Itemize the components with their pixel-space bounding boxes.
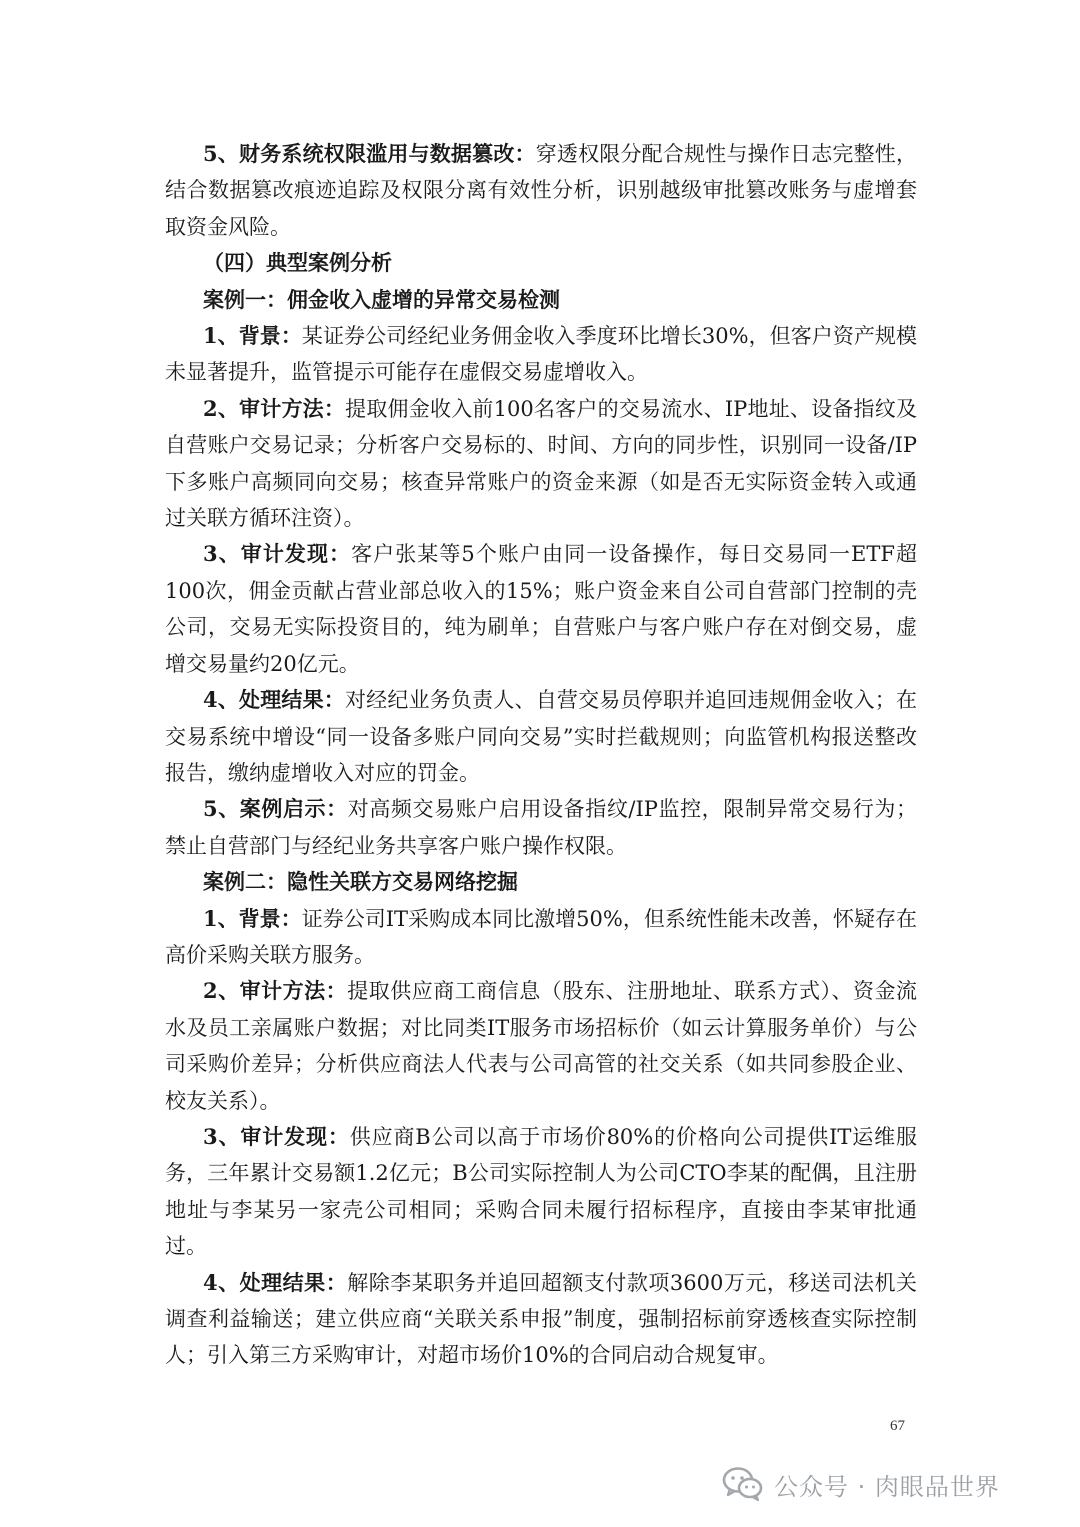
paragraph-heading: （四）典型案例分析 xyxy=(203,250,392,276)
document-body xyxy=(165,136,917,1374)
paragraph-heading: 4、处理结果： xyxy=(203,687,345,713)
paragraph-heading: 1、背景： xyxy=(203,905,302,931)
paragraph xyxy=(165,791,917,864)
paragraph-heading: 5、案例启示： xyxy=(203,796,348,822)
paragraph-heading: 2、审计方法： xyxy=(203,978,348,1004)
paragraph-heading: 2、审计方法： xyxy=(203,395,346,421)
watermark xyxy=(722,1462,1000,1506)
paragraph-heading: 3、审计发现： xyxy=(203,1123,350,1149)
paragraph xyxy=(165,901,917,974)
paragraph-heading: 4、处理结果： xyxy=(203,1269,348,1295)
paragraph-heading: 1、背景： xyxy=(203,323,302,349)
paragraph-text: 对高频交易账户启用设备指纹/IP监控，限制异常交易行为；禁止自营部门与经纪业务共享客户账户操作权限。 xyxy=(165,797,917,858)
paragraph xyxy=(165,391,917,537)
paragraph-heading: 案例一：佣金收入虚增的异常交易检测 xyxy=(203,286,560,312)
paragraph xyxy=(165,1119,917,1265)
page-number: 67 xyxy=(890,1418,905,1434)
paragraph-text: 解除李某职务并追回超额支付款项3600万元，移送司法机关调查利益输送；建立供应商“关联关系申报”制度，强制招标前穿透核查实际控制人；引入第三方采购审计，对超市场价10%的合同启动合规复审。 xyxy=(165,1270,917,1368)
paragraph xyxy=(165,318,917,391)
paragraph-text: 证券公司IT采购成本同比激增50%，但系统性能未改善，怀疑存在高价采购关联方服务。 xyxy=(165,906,917,967)
paragraph xyxy=(165,136,917,245)
wechat-icon xyxy=(722,1465,764,1503)
paragraph-text: 某证券公司经纪业务佣金收入季度环比增长30%，但客户资产规模未显著提升，监管提示可能存在虚假交易虚增收入。 xyxy=(165,324,917,385)
paragraph-heading: 5、财务系统权限滥用与数据篡改： xyxy=(203,141,536,166)
paragraph xyxy=(165,682,917,791)
paragraph-text: 供应商B公司以高于市场价80%的价格向公司提供IT运维服务，三年累计交易额1.2亿元；B公司实际控制人为公司CTO李某的配偶，且注册地址与李某另一家壳公司相同；采购合同未履行招标程序，直接由李某审批通过。 xyxy=(165,1124,917,1259)
paragraph-text: 客户张某等5个账户由同一设备操作，每日交易同一ETF超100次，佣金贡献占营业部总收入的15%；账户资金来自公司自营部门控制的壳公司，交易无实际投资目的，纯为刷单；自营账户与客户账户存在对倒交易，虚增交易量约20亿元。 xyxy=(165,542,917,676)
paragraph-text: 提取佣金收入前100名客户的交易流水、IP地址、设备指纹及自营账户交易记录；分析客户交易标的、时间、方向的同步性，识别同一设备/IP下多账户高频同向交易；核查异常账户的资金来源（如是否无实际资金转入或通过关联方循环注资）。 xyxy=(165,396,917,531)
watermark-text: 公众号 · 肉眼品世界 xyxy=(774,1472,1000,1501)
case-title xyxy=(165,864,917,900)
section-heading xyxy=(165,245,917,281)
paragraph-text: 提取供应商工商信息（股东、注册地址、联系方式）、资金流水及员工亲属账户数据；对比同类IT服务市场招标价（如云计算服务单价）与公司采购价差异；分析供应商法人代表与公司高管的社交关系（如共同参股企业、校友关系）。 xyxy=(165,979,917,1113)
paragraph-heading: 3、审计发现： xyxy=(203,541,352,567)
paragraph xyxy=(165,536,917,682)
paragraph xyxy=(165,973,917,1119)
paragraph xyxy=(165,1265,917,1374)
case-title xyxy=(165,282,917,318)
paragraph-heading: 案例二：隐性关联方交易网络挖掘 xyxy=(203,869,518,895)
paragraph-text: 穿透权限分配合规性与操作日志完整性，结合数据篡改痕迹追踪及权限分离有效性分析，识别越级审批篡改账务与虚增套取资金风险。 xyxy=(165,142,917,239)
paragraph-text: 对经纪业务负责人、自营交易员停职并追回违规佣金收入；在交易系统中增设“同一设备多账户同向交易”实时拦截规则；向监管机构报送整改报告，缴纳虚增收入对应的罚金。 xyxy=(165,688,917,785)
